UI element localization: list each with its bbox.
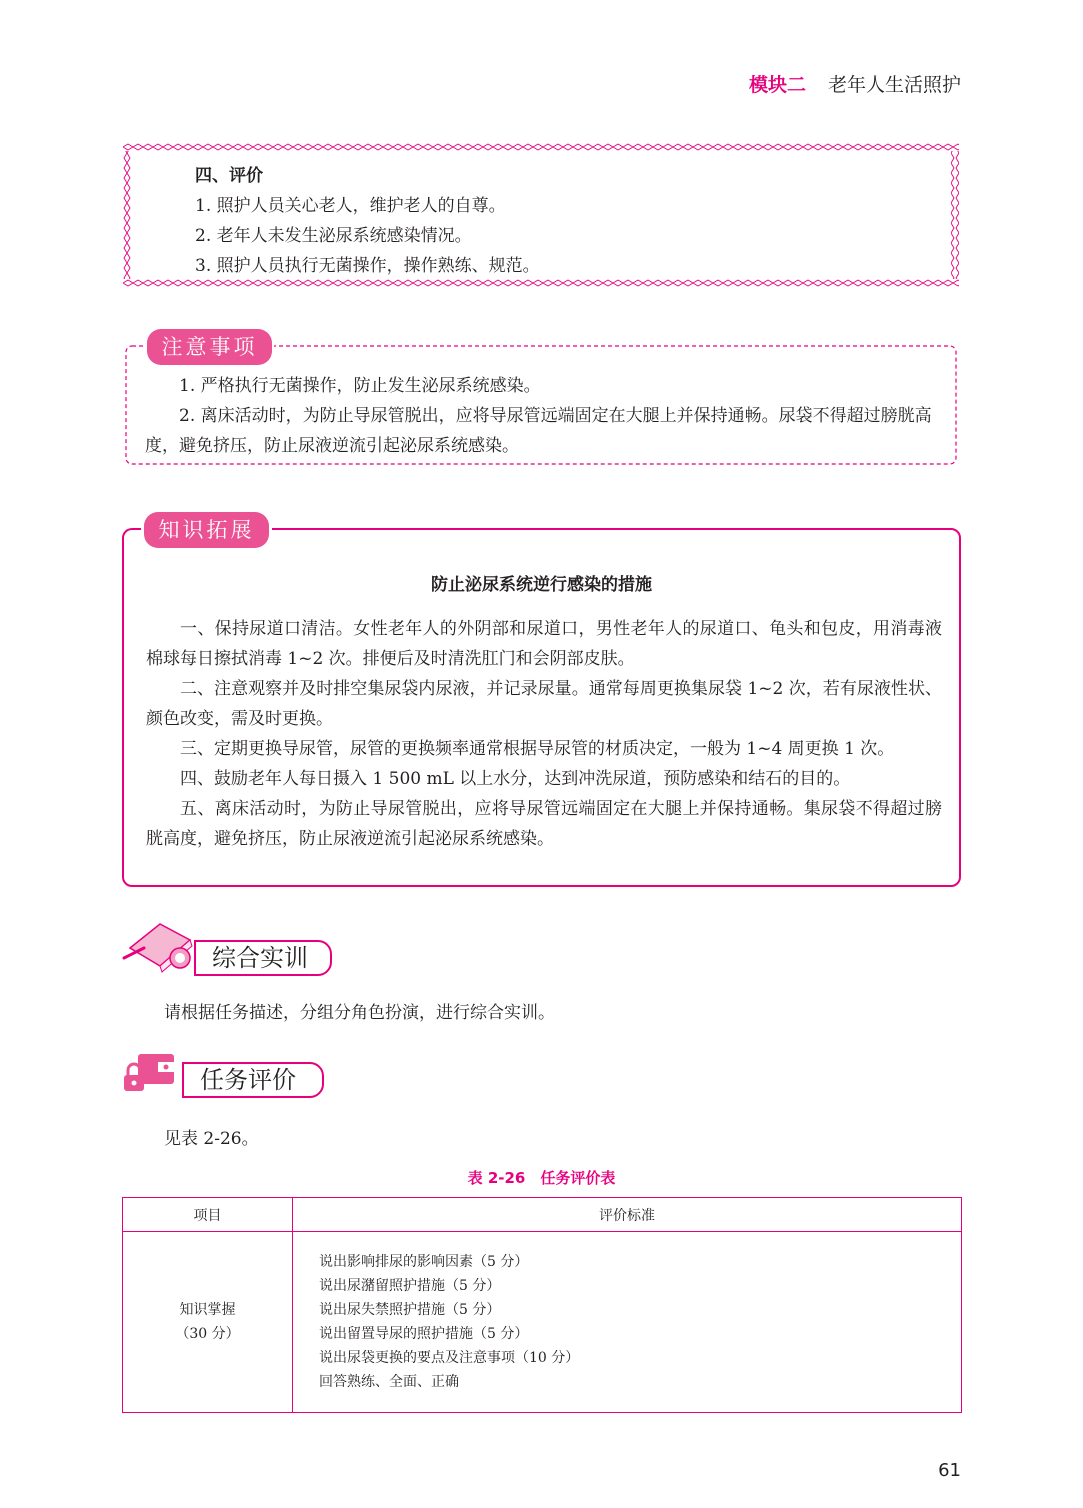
training-heading: 综合实训 [194, 940, 332, 976]
evaluation-box [123, 143, 959, 287]
task-eval-text: 见表 2-26。 [164, 1129, 259, 1149]
table-row [123, 1232, 962, 1413]
table-caption: 表 2-26 任务评价表 [467, 1169, 616, 1187]
task-eval-section-heading [122, 1048, 342, 1098]
notice-paragraph: 1. 严格执行无菌操作，防止发生泌尿系统感染。 [179, 376, 541, 396]
row-label: 知识掌握 [179, 1302, 236, 1318]
task-eval-heading: 任务评价 [182, 1062, 324, 1098]
knowledge-title: 防止泌尿系统逆行感染的措施 [431, 575, 652, 595]
knowledge-paragraph: 三、定期更换导尿管，尿管的更换频率通常根据导尿管的材质决定，一般为 1~4 周更换 1 次。 [180, 739, 895, 759]
knowledge-box [122, 518, 961, 887]
row-label-cell [123, 1232, 293, 1413]
evaluation-item: 3. 照护人员执行无菌操作，操作熟练、规范。 [195, 256, 540, 276]
criteria-cell [293, 1232, 962, 1413]
criterion: 说出尿潴留照护措施（5 分） [319, 1278, 501, 1294]
row-score: （30 分） [175, 1326, 240, 1342]
criterion: 说出尿失禁照护措施（5 分） [319, 1302, 501, 1318]
criterion: 说出影响排尿的影响因素（5 分） [319, 1254, 529, 1270]
training-section-heading [122, 918, 342, 980]
criterion: 说出尿袋更换的要点及注意事项（10 分） [319, 1350, 580, 1366]
lock-wallet-icon [122, 1048, 178, 1096]
knowledge-paragraph: 二、注意观察并及时排空集尿袋内尿液，并记录尿量。通常每周更换集尿袋 1~2 次，若有尿液性状、颜色改变，需及时更换。 [146, 679, 942, 729]
table-header-row [123, 1198, 962, 1232]
book-icon [122, 918, 202, 978]
notice-box [125, 335, 957, 465]
knowledge-paragraph: 四、鼓励老年人每日摄入 1 500 mL 以上水分，达到冲洗尿道，预防感染和结石的目的。 [180, 769, 851, 789]
notice-tag: 注意事项 [147, 329, 272, 365]
module-label: 模块二 [748, 74, 806, 96]
knowledge-paragraph: 五、离床活动时，为防止导尿管脱出，应将导尿管远端固定在大腿上并保持通畅。集尿袋不得超过膀胱高度，避免挤压，防止尿液逆流引起泌尿系统感染。 [146, 799, 942, 849]
criterion: 回答熟练、全面、正确 [319, 1374, 459, 1390]
column-header: 评价标准 [293, 1198, 962, 1232]
evaluation-item: 2. 老年人未发生泌尿系统感染情况。 [195, 226, 472, 246]
running-header [749, 70, 961, 97]
knowledge-tag: 知识拓展 [144, 512, 269, 548]
page-number: 61 [938, 1460, 961, 1481]
evaluation-heading: 四、评价 [195, 166, 263, 186]
evaluation-table [122, 1197, 962, 1413]
criterion: 说出留置导尿的照护措施（5 分） [319, 1326, 529, 1342]
notice-paragraph: 2. 离床活动时，为防止导尿管脱出，应将导尿管远端固定在大腿上并保持通畅。尿袋不得超过膀胱高度，避免挤压，防止尿液逆流引起泌尿系统感染。 [145, 406, 932, 456]
chapter-title: 老年人生活照护 [827, 74, 961, 96]
evaluation-item: 1. 照护人员关心老人，维护老人的自尊。 [195, 196, 506, 216]
column-header: 项目 [123, 1198, 293, 1232]
training-text: 请根据任务描述，分组分角色扮演，进行综合实训。 [164, 1003, 555, 1023]
knowledge-paragraph: 一、保持尿道口清洁。女性老年人的外阴部和尿道口，男性老年人的尿道口、龟头和包皮，用消毒液棉球每日擦拭消毒 1~2 次。排便后及时清洗肛门和会阴部皮肤。 [146, 619, 942, 669]
